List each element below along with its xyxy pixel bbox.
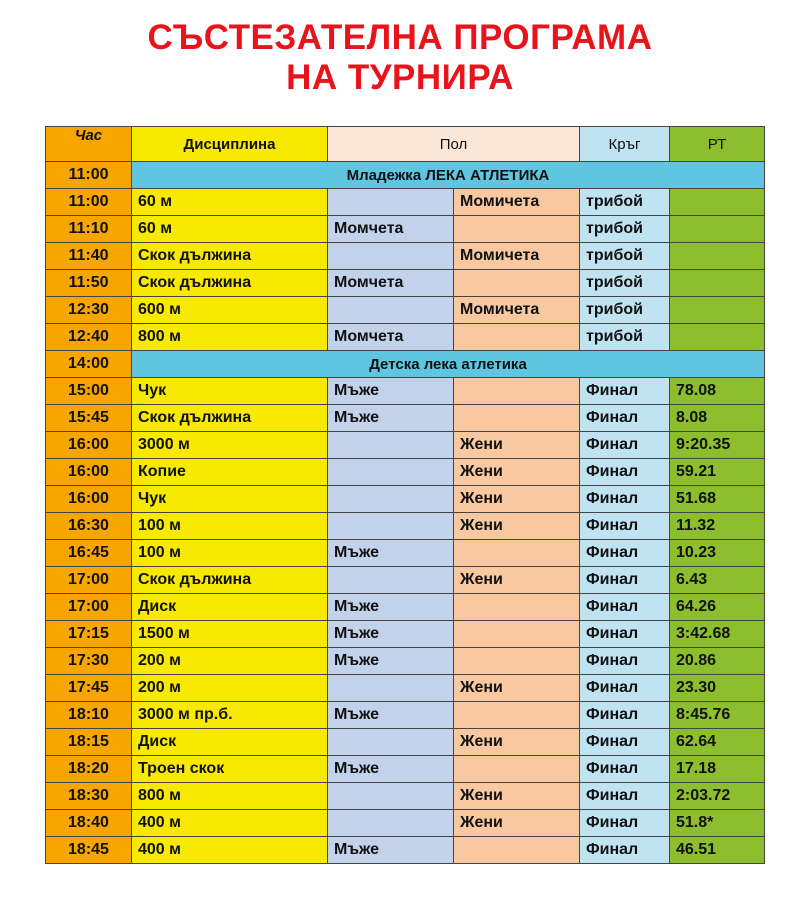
row-rt: 11.32 xyxy=(670,513,765,540)
row-women xyxy=(454,621,580,648)
row-rt: 51.68 xyxy=(670,486,765,513)
row-men: Мъже xyxy=(328,405,454,432)
section-label: Детска лека атлетика xyxy=(132,351,765,378)
row-discipline: Диск xyxy=(132,594,328,621)
row-round: Финал xyxy=(580,459,670,486)
row-women xyxy=(454,756,580,783)
row-round: трибой xyxy=(580,297,670,324)
page-title-line-1: СЪСТЕЗАТЕЛНА ПРОГРАМА xyxy=(147,18,653,57)
row-round: трибой xyxy=(580,216,670,243)
table-row xyxy=(46,567,765,594)
row-rt: 6.43 xyxy=(670,567,765,594)
section-row xyxy=(46,162,765,189)
row-round: Финал xyxy=(580,810,670,837)
row-time: 11:10 xyxy=(46,216,132,243)
row-rt xyxy=(670,216,765,243)
row-time: 11:40 xyxy=(46,243,132,270)
row-women: Жени xyxy=(454,783,580,810)
row-discipline: Троен скок xyxy=(132,756,328,783)
row-round: Финал xyxy=(580,837,670,864)
header-discipline: Дисциплина xyxy=(132,127,328,162)
row-women: Жени xyxy=(454,459,580,486)
row-discipline: 100 м xyxy=(132,540,328,567)
row-rt: 51.8* xyxy=(670,810,765,837)
row-women: Жени xyxy=(454,810,580,837)
table-row xyxy=(46,459,765,486)
row-time: 18:40 xyxy=(46,810,132,837)
row-round: Финал xyxy=(580,513,670,540)
row-time: 18:30 xyxy=(46,783,132,810)
row-time: 15:00 xyxy=(46,378,132,405)
table-row xyxy=(46,675,765,702)
row-time: 17:45 xyxy=(46,675,132,702)
row-time: 17:15 xyxy=(46,621,132,648)
row-discipline: 60 м xyxy=(132,189,328,216)
table-row xyxy=(46,243,765,270)
row-men: Мъже xyxy=(328,621,454,648)
row-men: Мъже xyxy=(328,378,454,405)
row-women xyxy=(454,405,580,432)
page-title-line-2: НА ТУРНИРА xyxy=(286,58,514,97)
row-women xyxy=(454,540,580,567)
row-discipline: 60 м xyxy=(132,216,328,243)
table-row xyxy=(46,216,765,243)
row-men xyxy=(328,810,454,837)
row-discipline: 200 м xyxy=(132,675,328,702)
table-row xyxy=(46,783,765,810)
row-rt: 64.26 xyxy=(670,594,765,621)
row-time: 17:30 xyxy=(46,648,132,675)
row-women: Момичета xyxy=(454,297,580,324)
table-row xyxy=(46,432,765,459)
row-round: Финал xyxy=(580,567,670,594)
row-women: Жени xyxy=(454,729,580,756)
row-round: Финал xyxy=(580,594,670,621)
row-rt: 17.18 xyxy=(670,756,765,783)
table-row xyxy=(46,594,765,621)
row-time: 18:10 xyxy=(46,702,132,729)
table-row xyxy=(46,810,765,837)
row-round: Финал xyxy=(580,540,670,567)
row-rt: 2:03.72 xyxy=(670,783,765,810)
row-round: трибой xyxy=(580,270,670,297)
row-round: трибой xyxy=(580,243,670,270)
row-round: Финал xyxy=(580,675,670,702)
row-men xyxy=(328,243,454,270)
row-time: 18:15 xyxy=(46,729,132,756)
header-round: Кръг xyxy=(580,127,670,162)
header-row xyxy=(46,127,765,162)
row-discipline: 600 м xyxy=(132,297,328,324)
row-women: Жени xyxy=(454,675,580,702)
row-men: Момчета xyxy=(328,216,454,243)
row-time: 17:00 xyxy=(46,567,132,594)
row-men: Мъже xyxy=(328,594,454,621)
row-rt xyxy=(670,324,765,351)
row-time: 16:00 xyxy=(46,486,132,513)
row-women: Жени xyxy=(454,486,580,513)
row-rt: 8.08 xyxy=(670,405,765,432)
row-men xyxy=(328,189,454,216)
row-time: 16:30 xyxy=(46,513,132,540)
row-round: Финал xyxy=(580,756,670,783)
row-men xyxy=(328,783,454,810)
row-discipline: Скок дължина xyxy=(132,405,328,432)
row-women: Момичета xyxy=(454,189,580,216)
row-rt: 20.86 xyxy=(670,648,765,675)
row-women xyxy=(454,270,580,297)
row-rt: 46.51 xyxy=(670,837,765,864)
row-discipline: Копие xyxy=(132,459,328,486)
row-rt: 59.21 xyxy=(670,459,765,486)
row-round: Финал xyxy=(580,783,670,810)
row-women: Жени xyxy=(454,567,580,594)
table-row xyxy=(46,837,765,864)
row-men xyxy=(328,729,454,756)
row-men: Момчета xyxy=(328,324,454,351)
row-time: 11:50 xyxy=(46,270,132,297)
row-discipline: 3000 м xyxy=(132,432,328,459)
row-discipline: Скок дължина xyxy=(132,243,328,270)
header-rt: РТ xyxy=(670,127,765,162)
row-men: Мъже xyxy=(328,648,454,675)
row-men: Мъже xyxy=(328,756,454,783)
row-round: Финал xyxy=(580,432,670,459)
row-time: 17:00 xyxy=(46,594,132,621)
row-time: 11:00 xyxy=(46,189,132,216)
row-discipline: 1500 м xyxy=(132,621,328,648)
row-time: 12:40 xyxy=(46,324,132,351)
table-row xyxy=(46,189,765,216)
table-row xyxy=(46,702,765,729)
row-women xyxy=(454,324,580,351)
header-gender: Пол xyxy=(328,127,580,162)
row-rt: 8:45.76 xyxy=(670,702,765,729)
header-time: Час xyxy=(46,127,132,162)
table-row xyxy=(46,297,765,324)
row-time: 18:45 xyxy=(46,837,132,864)
row-women xyxy=(454,837,580,864)
table-row xyxy=(46,378,765,405)
row-women xyxy=(454,378,580,405)
row-round: Финал xyxy=(580,702,670,729)
row-time: 12:30 xyxy=(46,297,132,324)
row-men xyxy=(328,567,454,594)
row-discipline: 800 м xyxy=(132,324,328,351)
row-discipline: 200 м xyxy=(132,648,328,675)
row-men xyxy=(328,513,454,540)
row-discipline: 100 м xyxy=(132,513,328,540)
row-men xyxy=(328,459,454,486)
row-time: 16:00 xyxy=(46,432,132,459)
row-round: трибой xyxy=(580,324,670,351)
row-round: Финал xyxy=(580,621,670,648)
row-men xyxy=(328,297,454,324)
row-rt: 9:20.35 xyxy=(670,432,765,459)
row-rt xyxy=(670,243,765,270)
row-women: Момичета xyxy=(454,243,580,270)
row-round: Финал xyxy=(580,729,670,756)
table-row xyxy=(46,405,765,432)
row-time: 16:45 xyxy=(46,540,132,567)
row-discipline: Чук xyxy=(132,378,328,405)
section-label: Младежка ЛЕКА АТЛЕТИКА xyxy=(132,162,765,189)
table-row xyxy=(46,270,765,297)
table-row xyxy=(46,324,765,351)
row-discipline: 3000 м пр.б. xyxy=(132,702,328,729)
row-time: 18:20 xyxy=(46,756,132,783)
table-row xyxy=(46,513,765,540)
schedule-body xyxy=(46,162,765,864)
row-discipline: 800 м xyxy=(132,783,328,810)
row-time: 14:00 xyxy=(46,351,132,378)
row-rt xyxy=(670,189,765,216)
table-row xyxy=(46,756,765,783)
row-round: Финал xyxy=(580,378,670,405)
row-women: Жени xyxy=(454,432,580,459)
row-men: Момчета xyxy=(328,270,454,297)
row-rt xyxy=(670,270,765,297)
row-discipline: 400 м xyxy=(132,837,328,864)
row-women xyxy=(454,216,580,243)
row-discipline: 400 м xyxy=(132,810,328,837)
row-men: Мъже xyxy=(328,540,454,567)
row-women xyxy=(454,594,580,621)
row-women xyxy=(454,648,580,675)
table-row xyxy=(46,486,765,513)
row-round: Финал xyxy=(580,405,670,432)
row-men xyxy=(328,675,454,702)
row-time: 11:00 xyxy=(46,162,132,189)
row-round: Финал xyxy=(580,648,670,675)
row-men: Мъже xyxy=(328,702,454,729)
section-row xyxy=(46,351,765,378)
row-women xyxy=(454,702,580,729)
row-round: Финал xyxy=(580,486,670,513)
row-discipline: Скок дължина xyxy=(132,567,328,594)
row-rt: 62.64 xyxy=(670,729,765,756)
row-discipline: Диск xyxy=(132,729,328,756)
table-row xyxy=(46,729,765,756)
row-rt: 10.23 xyxy=(670,540,765,567)
row-rt: 78.08 xyxy=(670,378,765,405)
row-rt: 3:42.68 xyxy=(670,621,765,648)
row-time: 16:00 xyxy=(46,459,132,486)
row-men: Мъже xyxy=(328,837,454,864)
row-discipline: Чук xyxy=(132,486,328,513)
row-round: трибой xyxy=(580,189,670,216)
row-women: Жени xyxy=(454,513,580,540)
schedule-table xyxy=(45,126,765,864)
table-row xyxy=(46,540,765,567)
row-men xyxy=(328,486,454,513)
table-row xyxy=(46,648,765,675)
row-time: 15:45 xyxy=(46,405,132,432)
table-row xyxy=(46,621,765,648)
row-men xyxy=(328,432,454,459)
row-rt xyxy=(670,297,765,324)
row-discipline: Скок дължина xyxy=(132,270,328,297)
row-rt: 23.30 xyxy=(670,675,765,702)
